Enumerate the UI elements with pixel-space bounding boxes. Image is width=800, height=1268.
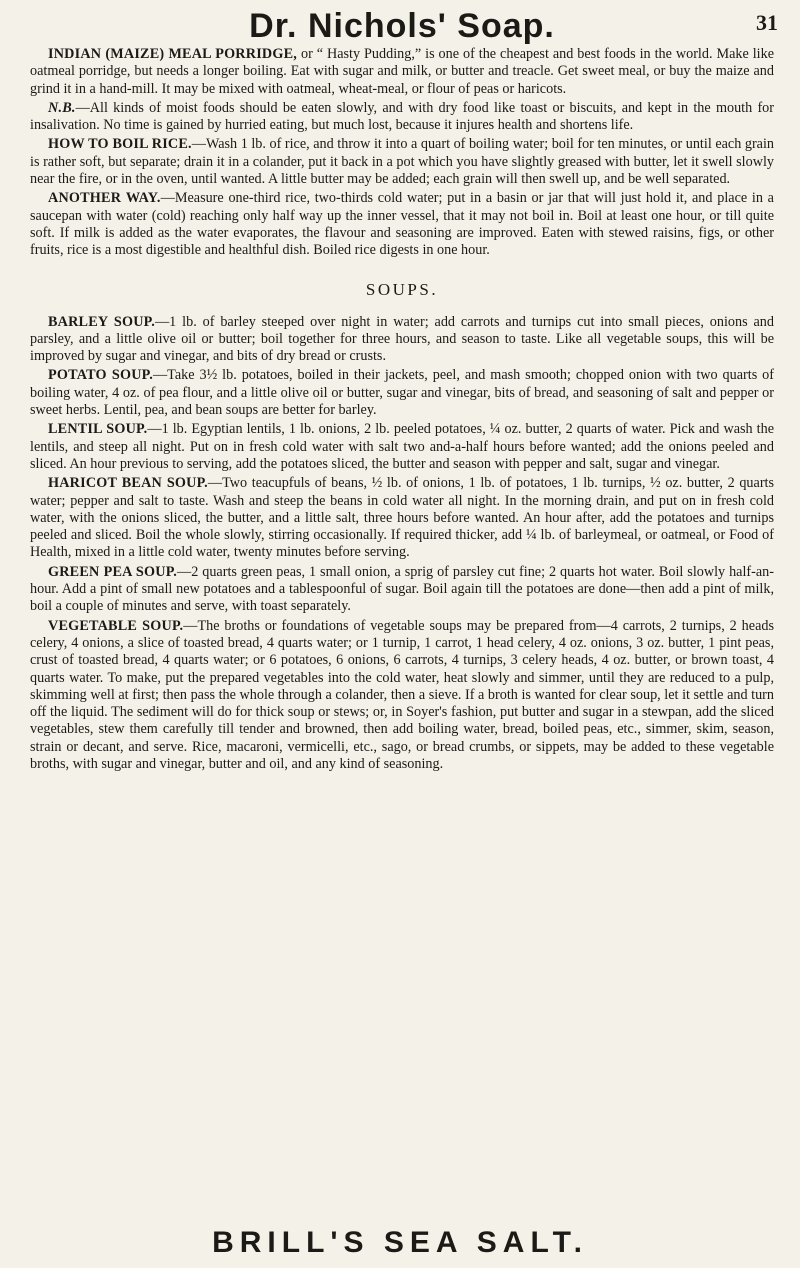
recipe-title: POTATO SOUP. bbox=[48, 367, 153, 384]
recipe-body: —The broths or foundations of vegetable soups may be prepared from—4 carrots, 2 turnips, 2 heads celery, 4 onions, a slice of toasted bread, 4 quarts water; or 1 turnip, 1 carrot, 1 head celery, 4 oz. onions, 3 oz. butter, 1 pint peas, crust of toasted bread, 4 quarts water; or 6 potatoes, 6 onions, 6 carrots, 4 turnips, 3 celery heads, 4 oz. butter, or brown toast, 4 quarts water. To make, put the prepared vegetables into the cold water, heat slowly and simmer, until they are reduced to a pulp, skimming well at first; then pass the whole through a colander, then a sieve. If a broth is wanted for clear soup, let it settle and turn off the liquid. The sediment will do for thick soup or stews; or, in Soyer's fashion, put butter and sugar in a stewpan, add the sliced vegetables, stew them carefully till tender and browned, then add boiling water, bread, boiled peas, etc., simmer, skim, season, strain or decant, and serve. Rice, macaroni, vermicelli, etc., sago, or bread crumbs, or sippets, may be added to these vegetable broths, with sugar and vinegar, butter and oil, and any kind of seasoning. bbox=[30, 617, 774, 772]
recipe-title: HARICOT BEAN SOUP. bbox=[48, 475, 208, 492]
recipe-title: GREEN PEA SOUP. bbox=[48, 563, 178, 580]
recipe-title: LENTIL SOUP. bbox=[48, 421, 148, 438]
soups-section bbox=[30, 314, 774, 774]
recipe-body: —Two teacupfuls of beans, ½ lb. of onions, 1 lb. of potatoes, 1 lb. turnips, ½ oz. butter, 2 quarts water; pepper and salt to taste. Wash and steep the beans in cold water all night. In the morning drain, and put on in fresh cold water, with the onions sliced, the butter, and a little salt, three hours before wanted. An hour after, add the potatoes and turnips peeled and sliced. Boil the whole slowly, stirring occasionally. If required thicker, add ¼ lb. of barleymeal, or oatmeal, or Food of Health, mixed in a little cold water, twenty minutes before serving. bbox=[30, 475, 775, 561]
paragraph-body: —Wash 1 lb. of rice, and throw it into a quart of boiling water; boil for ten minutes, or until each grain is rather soft, but separate; drain it in a colander, put it back in a pot which you have slightly greased with butter, let it swell slowly near the fire, or in the oven, until wanted. A little butter may be added; each grain will then swell up, and be well separated. bbox=[30, 136, 775, 188]
recipe bbox=[30, 421, 774, 473]
recipe bbox=[30, 564, 774, 616]
footer-advertisement: BRILL'S SEA SALT. bbox=[212, 1226, 588, 1259]
recipe-body: —1 lb. Egyptian lentils, 1 lb. onions, 2 lb. peeled potatoes, ¼ oz. butter, 2 quarts of water. Pick and wash the lentils, and steep all night. Put on in fresh cold water with salt two and-a-half hours before wanted; add the onions peeled and sliced. An hour previous to serving, add the potatoes sliced, the butter and season with pepper and salt, sugar and vinegar. bbox=[30, 421, 774, 472]
paragraph bbox=[30, 46, 774, 98]
page-number: 31 bbox=[756, 10, 778, 35]
paragraph bbox=[30, 136, 774, 188]
paragraph bbox=[30, 100, 774, 135]
section-title-soups: SOUPS. bbox=[365, 279, 439, 299]
paragraph bbox=[30, 190, 774, 259]
recipe bbox=[30, 367, 774, 419]
recipe-body: —Take 3½ lb. potatoes, boiled in their jackets, peel, and mash smooth; chopped onion with two quarts of boiling water, 4 oz. of pea flour, and a little olive oil or butter, sugar and vinegar, bits of bread, and seasoning of salt and pepper or sweet herbs. Lentil, pea, and bean soups are better for barley. bbox=[30, 367, 774, 419]
recipe bbox=[30, 618, 774, 774]
paragraph-lead: ANOTHER WAY. bbox=[48, 190, 161, 207]
paragraph-body: or “ Hasty Pudding,” is one of the cheapest and best foods in the world. Make like oatmeal porridge, but needs a longer boiling. Eat with sugar and milk, or butter and treacle. Get sweet meal, or buy the maize and grind it in a hand-mill. It may be mixed with oatmeal, wheat-meal, or flour of peas or haricots. bbox=[30, 46, 774, 97]
paragraph-lead: N.B. bbox=[48, 99, 76, 116]
recipe-title: BARLEY SOUP. bbox=[48, 313, 155, 330]
paragraph-body: —All kinds of moist foods should be eaten slowly, and with dry food like toast or biscuits, and kept in the mouth for insalivation. No time is gained by hurried eating, but much lost, because it injures health and shortens life. bbox=[30, 99, 774, 134]
paragraph-lead: INDIAN (MAIZE) MEAL PORRIDGE, bbox=[48, 46, 298, 62]
page-header-title: Dr. Nichols' Soap. bbox=[249, 7, 555, 45]
recipe bbox=[30, 314, 774, 366]
recipe-body: —2 quarts green peas, 1 small onion, a sprig of parsley cut fine; 2 quarts hot water. Boil slowly half-an-hour. Add a pint of small new potatoes and a tablespoonful of sugar. Boil again till the potatoes are done—then add a pint of milk, boil a couple of minutes and serve, with toast separately. bbox=[30, 563, 774, 615]
paragraph-body: —Measure one-third rice, two-thirds cold water; put in a basin or jar that will just hold it, and place in a saucepan with water (cold) reaching only half way up the inner vessel, that it may not boil in. Boil at least one hour, or till quite soft. If milk is added as the water evaporates, the flavour and seasoning are improved. Eaten with stewed raisins, figs, or other fruits, rice is a most digestible and healthful dish. Boiled rice digests in one hour. bbox=[30, 190, 774, 259]
intro-section bbox=[30, 46, 774, 260]
recipe-title: VEGETABLE SOUP. bbox=[48, 617, 184, 634]
recipe bbox=[30, 475, 774, 561]
paragraph-lead: HOW TO BOIL RICE. bbox=[48, 136, 192, 153]
recipe-body: —1 lb. of barley steeped over night in water; add carrots and turnips cut into small pieces, onions and parsley, and a little olive oil or butter; boil together for three hours, and season to taste. Like all vegetable soups, this will be improved by sugar and vinegar, and bits of dry bread or crusts. bbox=[30, 313, 774, 365]
